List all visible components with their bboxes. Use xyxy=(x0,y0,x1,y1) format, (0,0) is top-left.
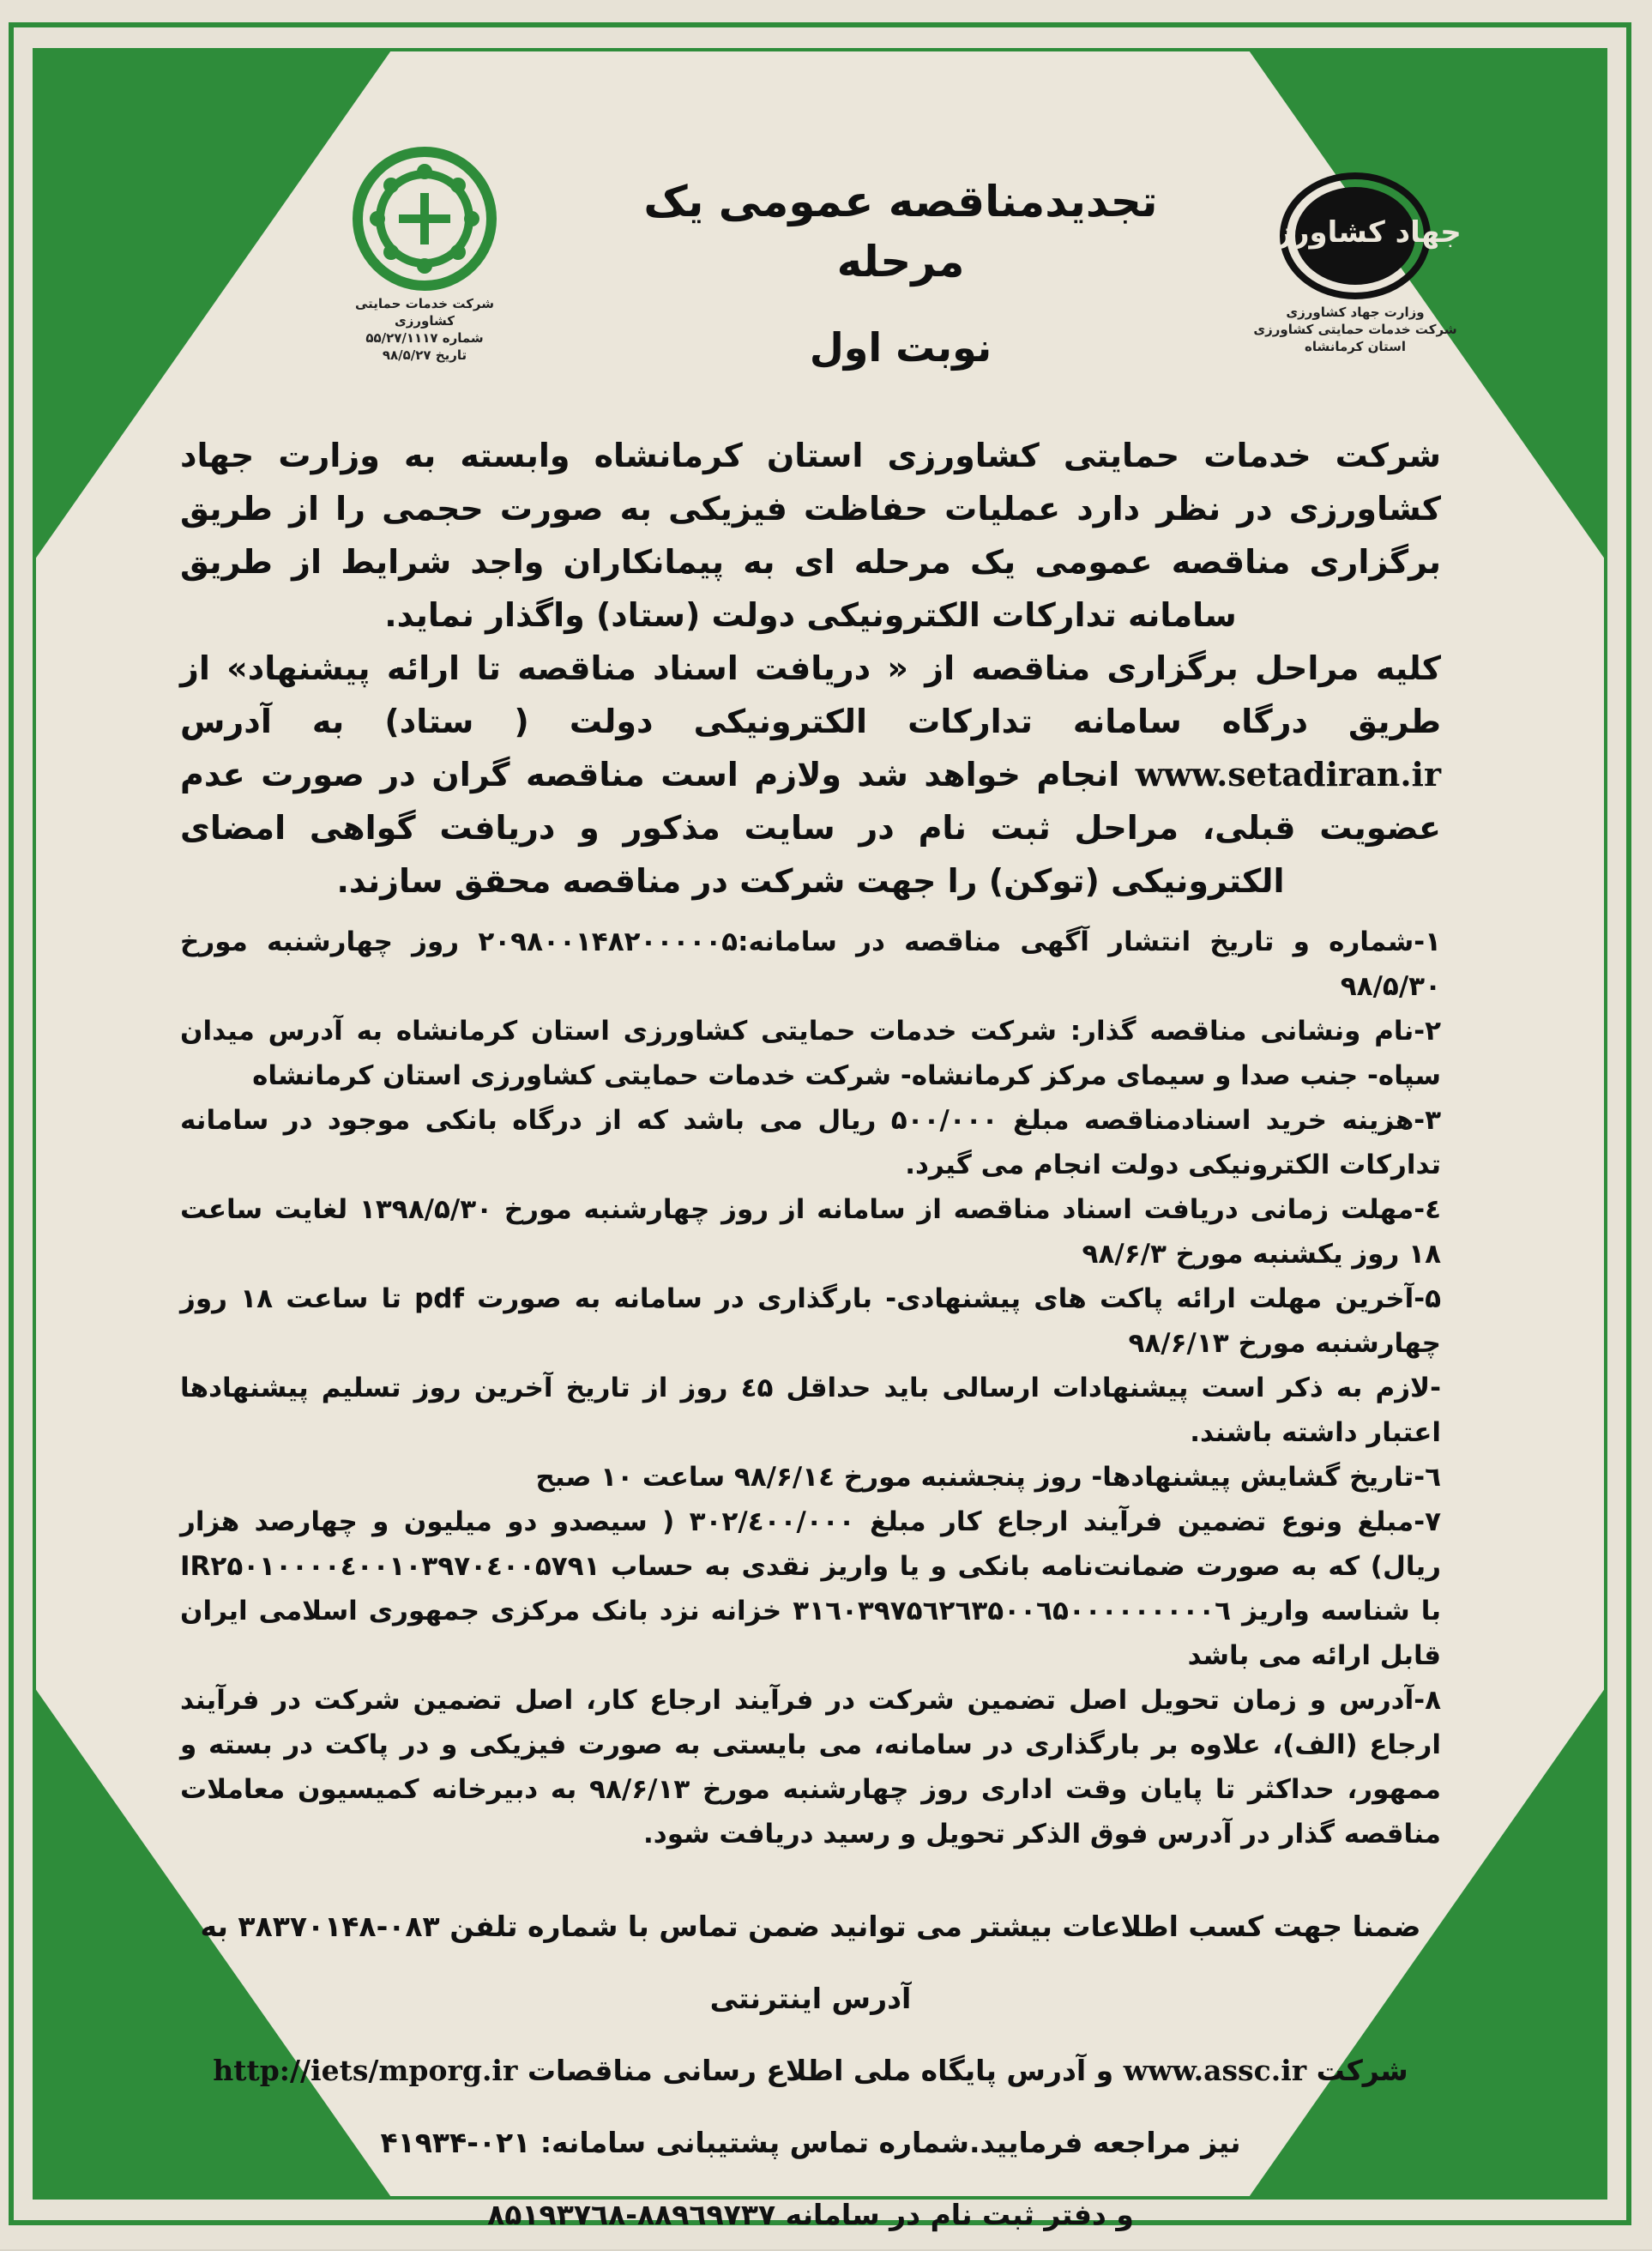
list-item: -لازم به ذکر است پیشنهادات ارسالی باید حداقل ٤۵ روز از تاریخ آخرین روز تسلیم پیشنهادها اعتبار داشته باشند. xyxy=(180,1373,1441,1448)
page-title: تجدیدمناقصه عمومی یک مرحله xyxy=(643,177,1158,287)
list-item: ۸-آدرس و زمان تحویل اصل تضمین شرکت در فرآیند ارجاع کار، اصل تضمین شرکت در فرآیند ارجاع (الف)، علاوه بر بارگذاری در سامانه، می بایستی به صورت فیزیکی و در پاکت در بسته و ممهور، حداکثر تا پایان وقت اداری روز چهارشنبه مورخ ۹۸/۶/۱۳ به دبیرخانه کمیسیون معاملات مناقصه گذار در آدرس فوق الذکر تحویل و رسید دریافت شود. xyxy=(180,1685,1441,1850)
assc-link[interactable]: www.assc.ir xyxy=(1123,2054,1307,2087)
jahad-caption-1: وزارت جهاد کشاورزی xyxy=(1286,305,1425,320)
intro-paragraph-1: شرکت خدمات حمایتی کشاورزی استان کرمانشاه وابسته به وزارت جهاد کشاورزی در نظر دارد عملیات حفاظت فیزیکی به صورت حجمی را از طریق برگزاری مناقصه عمومی یک مرحله ای به پیمانکاران واجد شرایط از طریق سامانه تدارکات الکترونیکی دولت (ستاد) واگذار نماید. xyxy=(180,437,1441,634)
list-item: ٤-مهلت زمانی دریافت اسناد مناقصه از سامانه از روز چهارشنبه مورخ ۱۳۹۸/۵/۳۰ لغایت ساعت ۱۸ روز یکشنبه مورخ ۹۸/۶/۳ xyxy=(180,1194,1441,1270)
list-item: ۳-هزینه خرید اسنادمناقصه مبلغ ۵۰۰/۰۰۰ ریال می باشد که از درگاه بانکی موجود در سامانه تدارکات الکترونیکی دولت انجام می گیرد. xyxy=(180,1105,1441,1180)
jahad-emblem-icon xyxy=(1249,172,1462,300)
company-emblem-icon xyxy=(352,146,497,292)
jahad-caption-2: شرکت خدمات حمایتی کشاورزی xyxy=(1253,322,1457,337)
company-caption-1: شرکت خدمات حمایتی کشاورزی xyxy=(354,296,495,329)
intro-p2-part-a: کلیه مراحل برگزاری مناقصه از « دریافت اسناد مناقصه تا ارائه پیشنهاد» از طریق درگاه سامانه تدارکات الکترونیکی دولت ( ستاد) به آدرس xyxy=(180,649,1441,740)
contact-line-2-b: و آدرس پایگاه ملی اطلاع رسانی مناقصات xyxy=(527,2054,1114,2087)
announcement-body xyxy=(180,429,1441,2251)
list-item: ۲-نام ونشانی مناقصه گذار: شرکت خدمات حمایتی کشاورزی استان کرمانشاه به آدرس میدان سپاه- جنب صدا و سیمای مرکز کرمانشاه- شرکت خدمات حمایتی کشاورزی استان کرمانشاه xyxy=(180,1016,1441,1091)
contact-line-3: نیز مراجعه فرمایید.شماره تماس پشتیبانی سامانه: ۰۲۱-۴۱۹۳۴ xyxy=(380,2126,1241,2159)
contact-line-1: ضمنا جهت کسب اطلاعات بیشتر می توانید ضمن تماس با شماره تلفن ۰۸۳-۳۸۳۷۰۱۴۸ به آدرس اینترنتی xyxy=(200,1910,1421,2015)
company-logo xyxy=(335,146,515,386)
list-item: ٦-تاریخ گشایش پیشنهادها- روز پنجشنبه مورخ ۹۸/۶/۱٤ ساعت ۱۰ صبح xyxy=(535,1462,1441,1493)
list-item: ۷-مبلغ ونوع تضمین فرآیند ارجاع کار مبلغ ۳۰۲/٤۰۰/۰۰۰ ( سیصدو دو میلیون و چهارصد هزار ریال) که به صورت ضمانت‌نامه بانکی و یا واریز نقدی به حساب IR۲۵۰۱۰۰۰۰٤۰۰۱۰۳۹۷۰٤۰۰۵۷۹۱ با شناسه واریز ۳۱٦۰۳۹۷۵٦۲٦۳۵۰۰٦۵۰۰۰۰۰۰۰۰۰٦ خزانه نزد بانک مرکزی جمهوری اسلامی ایران قابل ارائه می باشد xyxy=(180,1506,1441,1671)
contact-line-4: و دفتر ثبت نام در سامانه ۸۸۹٦۹۷۳۷-۸۵۱۹۳۷٦۸ xyxy=(487,2198,1134,2231)
jahad-badge-text: جهاد کشاورزی xyxy=(1249,215,1462,250)
contact-block xyxy=(180,1891,1441,2251)
contact-line-2-a: شرکت xyxy=(1316,2054,1408,2087)
intro-paragraph-2 xyxy=(180,642,1441,908)
list-item: ۱-شماره و تاریخ انتشار آگهی مناقصه در سامانه:۲۰۹۸۰۰۱۴۸۲۰۰۰۰۰۵ روز چهارشنبه مورخ ۹۸/۵/۳۰ xyxy=(180,926,1441,1002)
contact-line-2 xyxy=(180,2035,1441,2107)
intro-p2-part-b: انجام خواهد شد ولازم است مناقصه گران در صورت عدم عضویت قبلی، مراحل ثبت نام در سایت مذکور و دریافت گواهی امضای الکترونیکی (توکن) را جهت شرکت در مناقصه محقق سازند. xyxy=(180,756,1441,900)
jahad-logo xyxy=(1249,172,1462,403)
setadiran-link[interactable]: www.setadiran.ir xyxy=(1135,755,1441,794)
page-subtitle: نوبت اول xyxy=(809,324,992,371)
header xyxy=(0,0,1652,403)
list-item: ۵-آخرین مهلت ارائه پاکت های پیشنهادی- بارگذاری در سامانه به صورت pdf تا ساعت ۱۸ روز چهارشنبه مورخ ۹۸/۶/۱۳ xyxy=(180,1283,1441,1359)
company-caption-2: شماره ۵۵/۲۷/۱۱۱۷ xyxy=(365,330,484,346)
company-caption-3: تاریخ ۹۸/۵/۲۷ xyxy=(382,347,467,363)
conditions-list xyxy=(180,920,1441,1856)
iets-link[interactable]: http://iets/mporg.ir xyxy=(213,2054,518,2087)
jahad-caption-3: استان کرمانشاه xyxy=(1304,339,1407,354)
title-block xyxy=(600,172,1201,386)
